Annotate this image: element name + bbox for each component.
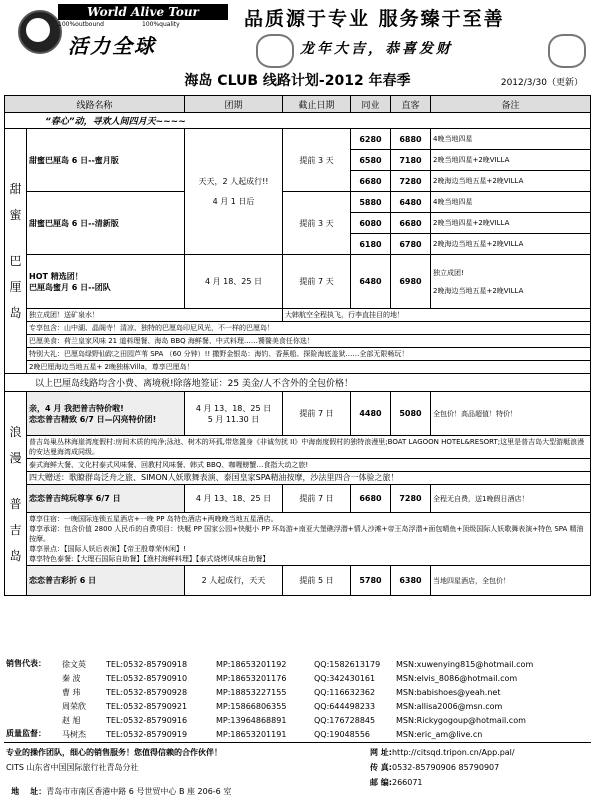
contact-msn[interactable]: MSN:elvis_8086@hotmail.com [396, 674, 518, 683]
feature: 普吉岛巢丛林海崖湾度假村:房间木质的纯净;泳池、树木的环孤,带您置身《非诚勿扰 II》中海南度假村的独特浪漫里;BOAT LAGOON HOTEL&RESORT;这里是普吉岛大型游艇浪漫的安达曼海湾成同级。 [27, 436, 591, 459]
section-char: 蜜 [9, 208, 22, 222]
table-row [5, 459, 591, 472]
section-char: 普 [9, 496, 22, 511]
col-retail: 直客 [391, 96, 431, 113]
web-label: 网 址: [370, 748, 392, 757]
contact-name: 曹 玮 [62, 688, 81, 697]
dates-line: 4 月 1 日后 [212, 197, 255, 206]
dragon-left-icon [256, 34, 294, 68]
footer-fax [370, 762, 499, 773]
table-row [5, 472, 591, 485]
footer-company: CITS 山东省中国国际旅行社青岛分社 [6, 763, 139, 772]
trade-price: 6680 [351, 171, 391, 192]
feature: 特别大礼：巴厘岛绿野仙踪之田园芦苇 SPA （60 分钟）!! 撒野金银岛：海钓、香蕉船、探险海底盖狱……全部无限畅玩！ [27, 348, 591, 361]
contact-row [62, 700, 533, 714]
section-phuket [5, 392, 27, 596]
feature [27, 513, 591, 566]
contact-qq: QQ:176728845 [314, 716, 376, 725]
retail-price: 6380 [391, 566, 431, 596]
deadline: 提前 7 日 [283, 485, 351, 513]
contact-tel: TEL:0532-85790928 [106, 688, 188, 697]
bali-notice: 以上巴厘岛线路均含小费、离境税!除落地签证：25 美金/人不含外的全包价格！ [5, 374, 591, 392]
contact-list [62, 658, 533, 742]
divider [4, 742, 591, 743]
contact-row [62, 686, 533, 700]
product-dates [185, 129, 283, 255]
section-bali [5, 129, 27, 374]
contact-row-qc [62, 728, 533, 742]
web-link[interactable]: http://citsqd.tripon.cn/App.pal/ [391, 748, 515, 757]
section-char: 岛 [9, 548, 22, 563]
product-dates: 4 月 13、18、25 日 [185, 485, 283, 513]
contact-name: 周荣欣 [62, 702, 86, 711]
feature-line: 尊享特色泰餐:【大理石国际自助餐】【渔村海鲜料理】【泰式烧烤风味自助餐】 [29, 555, 270, 563]
table-row [5, 436, 591, 459]
table-row [5, 513, 591, 566]
product-dates: 4 月 18、25 日 [185, 255, 283, 309]
contact-tel: TEL:0532-85790916 [106, 716, 188, 725]
trade-price: 6680 [351, 485, 391, 513]
contact-qq: QQ:644498233 [314, 702, 376, 711]
contact-mp: MP:18853227155 [216, 688, 287, 697]
contact-tel: TEL:0532-85790910 [106, 674, 188, 683]
contact-row [62, 658, 533, 672]
section-char: 厘 [9, 280, 22, 294]
trade-price: 5880 [351, 192, 391, 213]
table-row [5, 361, 591, 374]
dates-line: 5 月 11.30 日 [207, 414, 260, 424]
footer-zip [370, 777, 423, 788]
feature: 专享包含：山中湖、晶阁寺！清凉、独特的巴厘岛印尼风光，不一样的巴厘岛！ [27, 322, 591, 335]
note: 当地四星酒店，全包价！ [431, 566, 591, 596]
trade-price: 6480 [351, 255, 391, 309]
section-char: 吉 [9, 522, 22, 537]
trade-price: 5780 [351, 566, 391, 596]
address-label: 地 址： [11, 787, 47, 796]
dates-line: 天天，2 人起成行!! [198, 177, 269, 186]
table-row [5, 335, 591, 348]
product-promo: 亲，4 月 我把普吉特价啦! [29, 403, 124, 413]
contact-tel: TEL:0532-85790921 [106, 702, 188, 711]
contact-qq: QQ:116632362 [314, 688, 376, 697]
brand-tag-right: 100%quality [142, 21, 180, 28]
col-deadline: 截止日期 [283, 96, 351, 113]
note-line: 独立成团! [433, 268, 464, 277]
feature: 2晚巴厘海边当地五星+ 2晚独栋Villa，尊享巴厘岛！ [27, 361, 591, 374]
contact-mp: MP:18653201191 [216, 730, 287, 739]
table-row [5, 192, 591, 213]
retail-price: 6780 [391, 234, 431, 255]
dragon-right-icon [548, 34, 586, 68]
product-name: 恋恋普吉纯玩尊享 6/7 日 [27, 485, 185, 513]
retail-price: 7280 [391, 485, 431, 513]
table-row [5, 392, 591, 436]
retail-price: 6980 [391, 255, 431, 309]
note-line: 2晚海边当地五星+2晚VILLA [433, 286, 524, 295]
feature: 四大赠送：歌瞭群岛泛舟之旅、SIMON人妖歌舞表演、泰国皇家SPA精油按摩，沙法里四合一体验之旅！ [27, 472, 591, 485]
deadline: 提前 5 日 [283, 566, 351, 596]
banner: “春心”动，寻欢人间四月天~~~~ [5, 113, 591, 129]
table-row [5, 255, 591, 309]
section-char: 浪 [9, 424, 22, 439]
note [431, 255, 591, 309]
table-row [5, 485, 591, 513]
col-route: 线路名称 [5, 96, 185, 113]
product-hot: HOT 精选团！ [29, 271, 83, 281]
contact-qq: QQ:1582613179 [314, 660, 381, 669]
contact-mp: MP:15866806355 [216, 702, 287, 711]
retail-price: 7280 [391, 171, 431, 192]
note: 4晚当地四星 [431, 129, 591, 150]
contact-name: 赵 旭 [62, 716, 81, 725]
slogan-secondary: 龙年大吉，恭喜发财 [300, 41, 453, 57]
note: 2晚海边当地五星+2晚VILLA [431, 171, 591, 192]
contact-name: 马树杰 [62, 730, 86, 739]
section-char: 岛 [9, 306, 22, 320]
contact-name: 徐文英 [62, 660, 86, 669]
feature-line: 尊享住宿：一晚国际连锁五星酒店+一晚 PP 岛特色酒店+两晚晚当地五星酒店。 [29, 515, 278, 523]
retail-price: 6480 [391, 192, 431, 213]
fax-number: 0532-85790906 85790907 [391, 763, 500, 772]
fax-label: 传 真: [370, 763, 392, 772]
retail-price: 7180 [391, 150, 431, 171]
table-row [5, 566, 591, 596]
feature: 独立成团！送矿泉水！ [27, 309, 283, 322]
table-row [5, 309, 591, 322]
contact-msn[interactable]: MSN:xuwenying815@hotmail.com [396, 660, 534, 669]
table-row [5, 129, 591, 150]
sales-label: 销售代表： [6, 659, 46, 668]
zip-code: 266071 [391, 778, 423, 787]
trade-price: 6080 [351, 213, 391, 234]
table-row [5, 374, 591, 392]
feature: 巴厘美食：荷兰皇家风味 21 道料理餐、海岛 BBQ 海鲜餐、中式料理……饕餮美食任你选！ [27, 335, 591, 348]
contact-tel: TEL:0532-85790919 [106, 730, 188, 739]
product-dates: 2 人起成行，天天 [185, 566, 283, 596]
brand-tag-left: 100%outbound [58, 21, 104, 28]
note: 4晚当地四星 [431, 192, 591, 213]
globe-icon-inner [26, 18, 50, 42]
col-trade: 同业 [351, 96, 391, 113]
table-row [5, 322, 591, 335]
contact-msn[interactable]: MSN:allisa2006@msn.com [396, 702, 503, 711]
note: 全包价！高品超值！特价！ [431, 392, 591, 436]
table-header-row [5, 96, 591, 113]
contact-qq: QQ:342430161 [314, 674, 376, 683]
deadline: 提前 3 天 [283, 129, 351, 192]
product-dates [185, 392, 283, 436]
product-name [27, 392, 185, 436]
trade-price: 6580 [351, 150, 391, 171]
brand-tagline [58, 21, 228, 28]
feature-line: 尊享承诺：包含价值 2800 人民币的自费项目：快艇 PP 国家公园+快艇小 PP 环岛游+南亚大堡礁浮潜+情人沙滩+帝王岛浮潜+面包晴鱼+顶级国际人妖歌舞表演+特色 SPA 精油按摩。 [29, 525, 584, 543]
feature: 大韩航空全程执飞，行李直挂目的地！ [283, 309, 591, 322]
note: 2晚当地四星+2晚VILLA [431, 213, 591, 234]
product-name: 恋恋普吉彩折 6 日 [27, 566, 185, 596]
deadline: 提前 3 天 [283, 192, 351, 255]
section-char: 甜 [9, 182, 22, 196]
contact-msn[interactable]: MSN:babishoes@yeah.net [396, 688, 501, 697]
contact-row [62, 714, 533, 728]
contact-mp: MP:18653201176 [216, 674, 287, 683]
section-char: 漫 [9, 450, 22, 465]
feature-line: 尊享景点：【国际人妖后表演】【帝王殷尊荣休闲】! [29, 545, 186, 553]
qc-label: 质量监督： [6, 729, 46, 738]
brand-name-cn: 活力全球 [68, 34, 156, 58]
slogan: 品质源于专业 服务臻于至善 [244, 8, 505, 30]
page-title: 海岛 CLUB 线路计划-2012 年春季 [184, 73, 411, 89]
note: 全程无自费，送1晚假日酒店！ [431, 485, 591, 513]
zip-label: 邮 编: [370, 778, 392, 787]
product-name [27, 255, 185, 309]
contact-mp: MP:13964868891 [216, 716, 287, 725]
footer-web [370, 747, 515, 758]
retail-price: 5080 [391, 392, 431, 436]
section-char: 巴 [9, 254, 22, 268]
note: 2晚海边当地五星+2晚VILLA [431, 234, 591, 255]
contact-qq: QQ:19048556 [314, 730, 371, 739]
trade-price: 6180 [351, 234, 391, 255]
note: 2晚当地四星+2晚VILLA [431, 150, 591, 171]
contact-mp: MP:18653201192 [216, 660, 287, 669]
brand-name-en: World Alive Tour [58, 4, 228, 20]
contact-name: 秦 波 [62, 674, 81, 683]
trade-price: 6280 [351, 129, 391, 150]
product-title: 巴厘岛蜜月 6 日--团队 [29, 282, 111, 292]
footer-address [6, 777, 231, 797]
product-name: 甜蜜巴厘岛 6 日--清新版 [27, 192, 185, 255]
footer-motto: 专业的操作团队，细心的销售服务！您值得信赖的合作伙伴！ [6, 748, 222, 757]
contact-tel: TEL:0532-85790918 [106, 660, 188, 669]
feature: 泰式海鲜大餐、文化村泰式风味餐、回教村风味餐、韩式 BBQ、咖喱螃蟹…食指大动之旅! [27, 459, 591, 472]
trade-price: 4480 [351, 392, 391, 436]
contact-msn[interactable]: MSN:eric_am@live.cn [396, 730, 483, 739]
dates-line: 4 月 13、18、25 日 [195, 403, 272, 413]
update-date: 2012/3/30（更新） [500, 78, 583, 88]
retail-price: 6880 [391, 129, 431, 150]
product-name: 甜蜜巴厘岛 6 日--蜜月版 [27, 129, 185, 192]
col-notes: 备注 [431, 96, 591, 113]
product-title: 恋恋普吉精致 6/7 日—闪亮特价团! [29, 414, 157, 424]
retail-price: 6680 [391, 213, 431, 234]
deadline: 提前 7 日 [283, 392, 351, 436]
route-table [4, 95, 591, 596]
table-row [5, 348, 591, 361]
col-dates: 团期 [185, 96, 283, 113]
address-text: 青岛市市南区香港中路 6 号世贸中心 B 座 206-6 室 [46, 787, 232, 796]
contact-row [62, 672, 533, 686]
contact-msn[interactable]: MSN:Rickygogoup@hotmail.com [396, 716, 526, 725]
deadline: 提前 7 天 [283, 255, 351, 309]
